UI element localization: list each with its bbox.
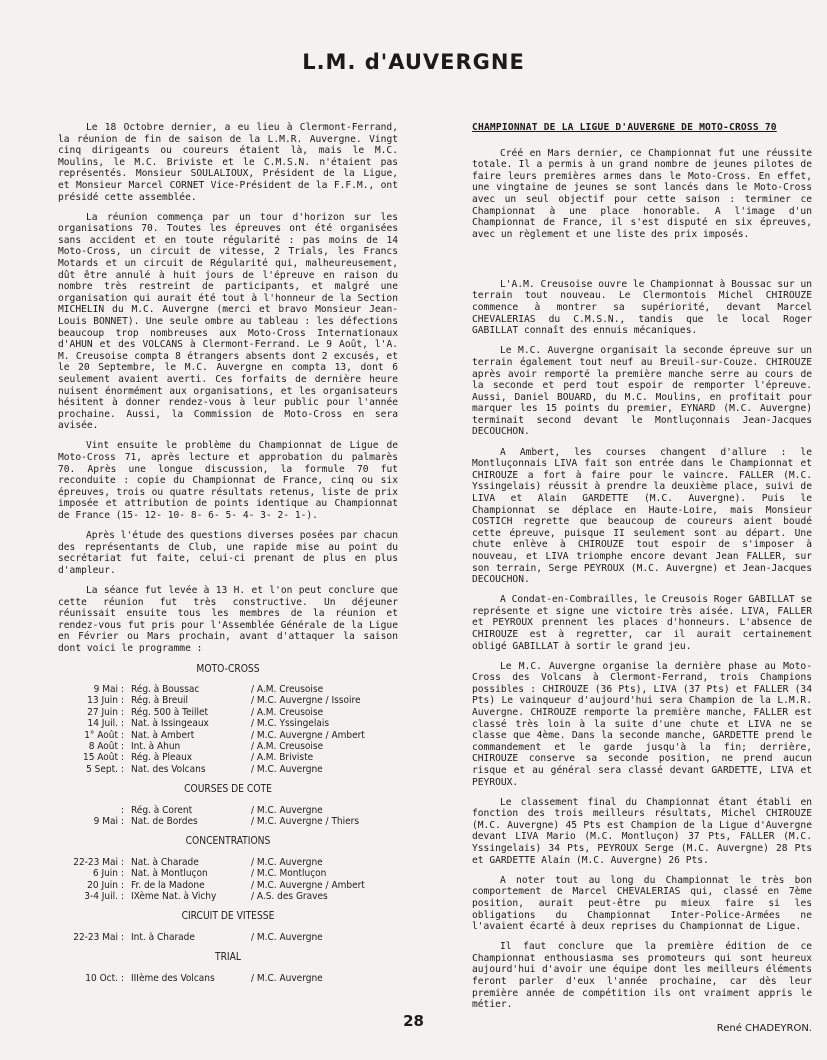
- schedule-date: 22-23 Mai: [73, 856, 118, 868]
- right-paragraph: L'A.M. Creusoise ouvre le Championnat à Boussac sur un terrain tout nouveau. Le Clermontois Michel CHIROUZE commence à montrer sa supériorité, devant Marcel CHEVALERIAS du C.M.S.N., tandis que le local Roger GABILLAT connaît des ennuis mécaniques.: [472, 278, 812, 337]
- schedule-row: [58, 695, 398, 706]
- section-heading: CHAMPIONNAT DE LA LIGUE D'AUVERGNE DE MOTO-CROSS 70: [472, 122, 777, 133]
- schedule-organizer: / M.C. Auvergne: [251, 804, 323, 816]
- right-paragraph: A noter tout au long du Championnat le très bon comportement de Marcel CHEVALERIAS qui, classé en 7ème position, aurait peut-être pu mieux faire si les obligations du Championnat Inter-Police-Armées ne l'avaient écarté à deux reprises du Championnat de Ligue.: [472, 874, 812, 933]
- schedule-heading: COURSES DE COTE: [184, 784, 272, 796]
- schedule-event: Rég. 500 à Teillet: [131, 706, 209, 718]
- schedule-date: 1° Août: [84, 729, 118, 741]
- event-schedule: [58, 664, 398, 985]
- schedule-row: [58, 707, 398, 718]
- schedule-date: 6 Juin: [92, 868, 118, 880]
- schedule-event: Nat. à Issingeaux: [131, 718, 209, 730]
- schedule-organizer: / A.M. Creusoise: [251, 740, 324, 752]
- schedule-row: [58, 752, 398, 763]
- schedule-heading: TRIAL: [214, 952, 242, 964]
- left-paragraph: Après l'étude des questions diverses posées par chacun des représentants de Club, une rapide mise au point du secrétariat fut faite, celui-ci prenant de plus en plus d'ampleur.: [58, 530, 398, 576]
- right-paragraph: Il faut conclure que la première édition de ce Championnat enthousiasma ses promoteurs qui sont heureux aujourd'hui d'avoir une équipe dont les meilleurs éléments feront parler d'eux l'année prochaine, car dès leur première année de compétition ils ont vraiment appris le métier.: [472, 941, 812, 1011]
- schedule-row: [58, 730, 398, 741]
- schedule-row: [58, 973, 398, 984]
- schedule-row: [58, 868, 398, 879]
- right-paragraph: Créé en Mars dernier, ce Championnat fut une réussite totale. Il a permis à un grand nombre de jeunes pilotes de faire leurs premières armes dans le Moto-Cross. En effet, une vingtaine de jeunes se sont lancés dans le Moto-Cross avec un seul objectif pour cette saison : terminer ce Championnat à une place honorable. A l'image d'un Championnat de France, il s'est disputé en six épreuves, avec un règlement et une liste des prix imposés.: [472, 147, 812, 240]
- left-column: [58, 122, 398, 984]
- schedule-row: [58, 816, 398, 827]
- schedule-date: 14 Juil.: [87, 718, 118, 730]
- schedule-organizer: / M.C. Auvergne: [251, 972, 323, 984]
- schedule-date: 10 Oct.: [85, 972, 118, 984]
- schedule-separator: :: [121, 868, 125, 880]
- schedule-event: Nat. des Volcans: [131, 763, 206, 775]
- schedule-separator: :: [121, 740, 125, 752]
- schedule-event: Nat. de Bordes: [131, 816, 198, 827]
- schedule-event: Rég. à Pleaux: [131, 752, 193, 764]
- schedule-heading: CONCENTRATIONS: [185, 836, 271, 848]
- schedule-row: [58, 684, 398, 695]
- schedule-separator: :: [121, 891, 125, 903]
- schedule-organizer: / A.M. Creusoise: [251, 683, 324, 695]
- left-paragraph: Vint ensuite le problème du Championnat de Ligue de Moto-Cross 71, après lecture et approbation du palmarès 70. Après une longue discussion, la formule 70 fut reconduite : copie du Championnat de France, cinq ou six épreuves, trois ou quatre résultats retenus, liste de prix imposée et attribution de points identique au Championnat de France (15- 12- 10- 8- 6- 5- 4- 3- 2- 1-).: [58, 440, 398, 521]
- schedule-separator: :: [121, 695, 125, 707]
- schedule-organizer: / A.M. Briviste: [251, 752, 314, 764]
- schedule-organizer: / M.C. Auvergne: [251, 931, 323, 943]
- schedule-organizer: / M.C. Yssingelais: [251, 718, 330, 730]
- schedule-row: [58, 741, 398, 752]
- right-paragraph: A Ambert, les courses changent d'allure : le Montluçonnais LIVA fait son entrée dans le Championnat et CHIROUZE a fort à faire pour le vaincre. FALLER (M.C. Yssingelais) réussit à prendre la deuxième place, suivi de LIVA et Alain GARDETTE (M.C. Auvergne). Puis le Championnat se déplace en Haute-Loire, mais Monsieur COSTICH regrette que beaucoup de coureurs aient boudé cette épreuve, puisque II seulement sont au départ. Une chute enlève à CHIROUZE tout espoir de s'imposer à nouveau, et LIVA triomphe encore devant Jean FALLER, sur son terrain, Serge PEYROUX (M.C. Auvergne) et Jean-Jacques DECOUCHON.: [472, 446, 812, 586]
- schedule-event: Nat. à Montluçon: [131, 868, 208, 880]
- signature: René CHADEYRON.: [716, 1022, 812, 1034]
- schedule-event: Int. à Ahun: [131, 740, 181, 752]
- left-paragraph: La réunion commença par un tour d'horizon sur les organisations 70. Toutes les épreuves ont été organisées sans accident et en toute régularité : pas moins de 14 Moto-Cross, un circuit de vitesse, 2 Trials, les Francs Motards et un circuit de Régularité qui, malheureusement, dût être annulé à huit jours de l'épreuve en raison du nombre très restreint de participants, et malgré une organisation qui aurait été tout à l'honneur de la Section MICHELIN du M.C. Auvergne (merci et bravo Monsieur Jean-Louis BONNET). Une seule ombre au tableau : les défections beaucoup trop nombreuses aux Moto-Cross Internationaux d'AHUN et des VOLCANS à Clermont-Ferrand. Le 9 Août, l'A. M. Creusoise compta 8 étrangers absents dont 2 excusés, et le 20 Septembre, le M.C. Auvergne en compta 13, dont 6 seulement avaient averti. Ces forfaits de dernière heure nuisent énormément aux organisations, et les organisateurs hésitent à donner rendez-vous à leur public pour l'année prochaine. Aussi, la Commission de Moto-Cross en sera avisée.: [58, 211, 398, 432]
- schedule-separator: :: [121, 729, 125, 741]
- schedule-date: 20 Juin: [87, 879, 118, 891]
- right-paragraph: A Condat-en-Combrailles, le Creusois Roger GABILLAT se représente et signe une victoire très aisée. LIVA, FALLER et PEYROUX prennent les places d'honneurs. L'absence de CHIROUZE est à regretter, car il aurait certainement obligé GABILLAT à sortir le grand jeu.: [472, 594, 812, 652]
- schedule-organizer: / A.M. Creusoise: [251, 706, 324, 718]
- schedule-separator: :: [121, 718, 125, 730]
- schedule-separator: :: [121, 856, 125, 868]
- schedule-separator: :: [121, 879, 125, 891]
- schedule-organizer: / M.C. Auvergne / Ambert: [251, 879, 365, 891]
- schedule-date: 22-23 Mai: [73, 931, 118, 943]
- schedule-heading: CIRCUIT DE VITESSE: [181, 911, 275, 923]
- right-paragraph: Le M.C. Auvergne organisait la seconde épreuve sur un terrain également tout neuf au Breuil-sur-Couze. CHIROUZE après avoir remporté la première manche serre au cours de la seconde et perd tout espoir de remporter l'épreuve. Aussi, Daniel BOUARD, du M.C. Moulins, en profitait pour marquer les 15 points du premier, EYNARD (M.C. Auvergne) terminait second devant le Montluçonnais Jean-Jacques DECOUCHON.: [472, 345, 812, 438]
- schedule-date: 15 Août: [82, 752, 118, 764]
- schedule-event: Fr. de la Madone: [131, 879, 205, 891]
- schedule-date: 13 Juin: [87, 695, 118, 707]
- schedule-separator: :: [121, 804, 125, 816]
- schedule-separator: :: [121, 972, 125, 984]
- schedule-organizer: / A.S. des Graves: [251, 891, 328, 903]
- page-number: 28: [403, 1012, 424, 1030]
- schedule-organizer: / M.C. Auvergne / Ambert: [251, 729, 365, 741]
- schedule-event: Rég. à Corent: [131, 804, 193, 816]
- schedule-row: [58, 857, 398, 868]
- schedule-separator: :: [121, 683, 125, 695]
- schedule-date: 9 Mai: [93, 683, 118, 695]
- right-paragraph: Le M.C. Auvergne organise la dernière phase au Moto-Cross des Volcans à Clermont-Ferrand, trois Champions possibles : CHIROUZE (36 Pts), LIVA (37 Pts) et FALLER (34 Pts) Le vainqueur d'aujourd'hui sera Champion de la L.M.R. Auvergne. CHIROUZE remporte la première manche, FALLER est classé très loin à la suite d'une chute et LIVA ne se classe que 4ème. Dans la seconde manche, GARDETTE prend le commandement et le garde jusqu'à la fin; derrière, CHIROUZE conserve sa seconde position, ne prend aucun risque et au général sera classé devant GARDETTE, LIVA et PEYROUX.: [472, 660, 812, 788]
- schedule-organizer: / M.C. Montluçon: [251, 868, 327, 880]
- schedule-separator: :: [121, 752, 125, 764]
- schedule-date: 8 Août: [88, 740, 118, 752]
- schedule-organizer: / M.C. Auvergne: [251, 763, 323, 775]
- schedule-separator: :: [121, 763, 125, 775]
- schedule-separator: :: [121, 816, 125, 827]
- schedule-row: [58, 891, 398, 902]
- schedule-row: [58, 718, 398, 729]
- schedule-organizer: / M.C. Auvergne: [251, 856, 323, 868]
- schedule-event: IXème Nat. à Vichy: [131, 891, 217, 903]
- schedule-separator: :: [121, 706, 125, 718]
- schedule-row: [58, 764, 398, 775]
- right-column: [472, 122, 812, 1034]
- schedule-event: Rég. à Boussac: [131, 683, 200, 695]
- schedule-date: 5 Sept.: [86, 763, 118, 775]
- schedule-date: [58, 805, 121, 816]
- schedule-date: 9 Mai: [93, 816, 118, 827]
- schedule-row: [58, 880, 398, 891]
- schedule-date: 3-4 Juil.: [84, 891, 118, 903]
- schedule-event: Int. à Charade: [131, 931, 195, 943]
- schedule-row: [58, 932, 398, 943]
- schedule-event: Rég. à Breuil: [131, 695, 189, 707]
- schedule-event: Nat. à Charade: [131, 856, 199, 868]
- schedule-separator: :: [121, 931, 125, 943]
- schedule-event: IIIème des Volcans: [131, 972, 215, 984]
- schedule-organizer: / M.C. Auvergne / Thiers: [251, 816, 360, 827]
- left-paragraph: Le 18 Octobre dernier, a eu lieu à Clermont-Ferrand, la réunion de fin de saison de la L.M.R. Auvergne. Vingt cinq dirigeants ou coureurs étaient là, mais le M.C. Moulins, le M.C. Briviste et le C.M.S.N. n'étaient pas représentés. Monsieur SOULALIOUX, Président de la Ligue, et Monsieur Marcel CORNET Vice-Président de la F.F.M., ont présidé cette assemblée.: [58, 122, 398, 203]
- schedule-organizer: / M.C. Auvergne / Issoire: [251, 695, 361, 707]
- page-title: L.M. d'AUVERGNE: [302, 50, 525, 74]
- schedule-row: [58, 805, 398, 816]
- schedule-date: 27 Juin: [87, 706, 118, 718]
- right-paragraph: Le classement final du Championnat étant établi en fonction des trois meilleurs résultats, Michel CHIROUZE (M.C. Auvergne) 45 Pts est Champion de la Ligue d'Auvergne devant LIVA Mario (M.C. Montluçon) 37 Pts, FALLER (M.C. Yssingelais) 34 Pts, PEYROUX Serge (M.C. Auvergne) 28 Pts et GARDETTE Alain (M.C. Auvergne) 26 Pts.: [472, 796, 812, 866]
- schedule-heading: MOTO-CROSS: [196, 663, 260, 675]
- schedule-event: Nat. à Ambert: [131, 729, 195, 741]
- left-paragraph: La séance fut levée à 13 H. et l'on peut conclure que cette réunion fut très constructive. Un déjeuner réunissait ensuite tous les membres de la réunion et rendez-vous fut pris pour l'Assemblée Générale de la Ligue en Février ou Mars prochain, avant d'attaquer la saison dont voici le programme :: [58, 584, 398, 654]
